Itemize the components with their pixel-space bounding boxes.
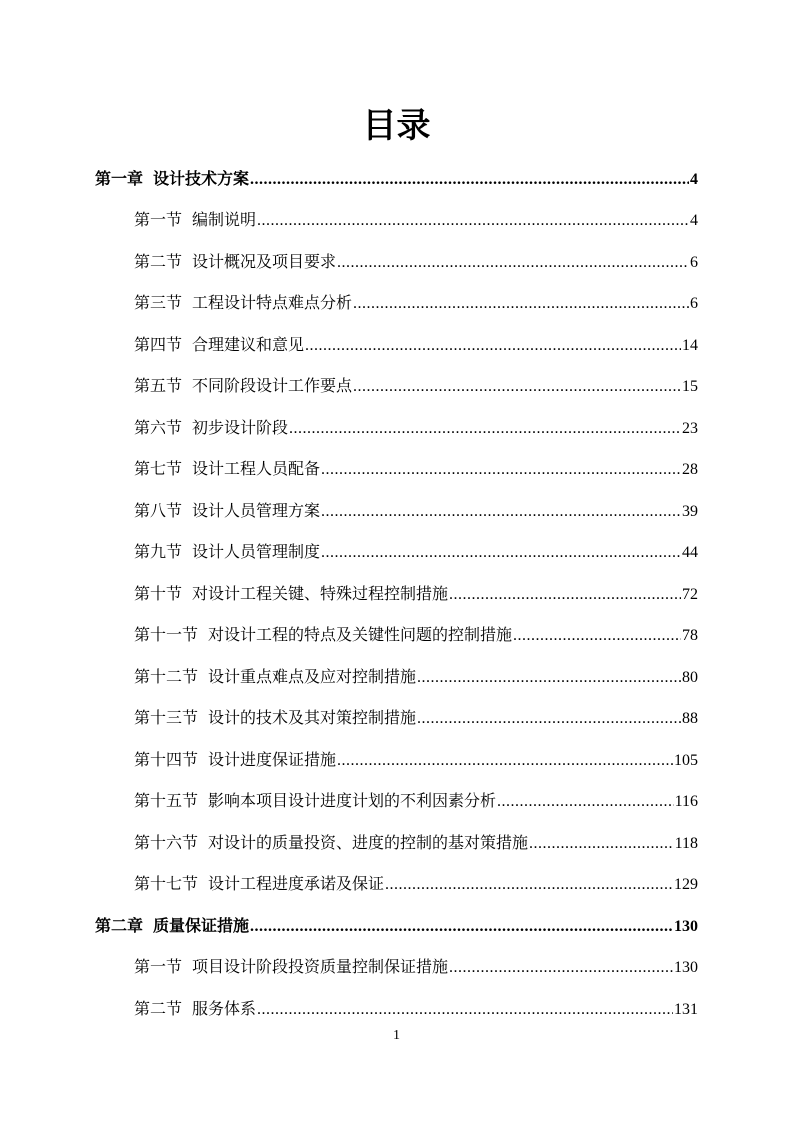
toc-entry-chapter[interactable] [95,913,698,939]
toc-entry-page: 72 [682,586,698,603]
toc-leader-dots [385,872,673,898]
toc-leader-dots [250,914,673,940]
toc-entry-section[interactable] [134,539,698,565]
toc-entry-label: 第十五节 影响本项目设计进度计划的不利因素分析 [134,791,497,810]
toc-entry-section[interactable] [134,705,698,731]
toc-entry-page: 6 [690,254,698,271]
toc-entry-label: 第一节 编制说明 [134,210,257,229]
toc-entry-page: 116 [674,793,698,810]
toc-entry-section[interactable] [134,456,698,482]
toc-entry-section[interactable] [134,373,698,399]
toc-entry-section[interactable] [134,581,698,607]
toc-entry-page: 44 [682,544,698,561]
toc-entry-label: 第四节 合理建议和意见 [134,335,305,354]
toc-entry-section[interactable] [134,830,698,856]
toc-entry-label: 第七节 设计工程人员配备 [134,459,321,478]
toc-leader-dots [250,167,689,193]
toc-entry-page: 129 [674,876,698,893]
toc-leader-dots [417,665,681,691]
toc-entry-page: 39 [682,503,698,520]
toc-entry-label: 第二节 设计概况及项目要求 [134,252,337,271]
toc-entry-chapter[interactable] [95,166,698,192]
toc-entry-label: 第十三节 设计的技术及其对策控制措施 [134,708,417,727]
toc-entry-section[interactable] [134,249,698,275]
toc-entry-label: 第十节 对设计工程关键、特殊过程控制措施 [134,584,449,603]
toc-entry-label: 第九节 设计人员管理制度 [134,542,321,561]
toc-entry-label: 第三节 工程设计特点难点分析 [134,293,353,312]
toc-leader-dots [321,499,681,525]
toc-entry-page: 15 [682,378,698,395]
toc-entry-page: 4 [690,212,698,229]
toc-leader-dots [289,416,681,442]
toc-entry-label: 第六节 初步设计阶段 [134,418,289,437]
toc-entry-label: 第十六节 对设计的质量投资、进度的控制的基对策措施 [134,833,529,852]
toc-entry-page: 14 [682,337,698,354]
toc-entry-label: 第五节 不同阶段设计工作要点 [134,376,353,395]
toc-entry-label: 第二章 质量保证措施 [95,916,250,935]
toc-entry-section[interactable] [134,498,698,524]
toc-entry-section[interactable] [134,954,698,980]
toc-leader-dots [353,291,689,317]
toc-entry-section[interactable] [134,996,698,1022]
toc-entry-page: 78 [682,627,698,644]
toc-entry-page: 80 [682,669,698,686]
toc-entry-page: 130 [674,918,698,935]
toc-leader-dots [449,582,681,608]
toc-entry-label: 第八节 设计人员管理方案 [134,501,321,520]
toc-entry-page: 23 [682,420,698,437]
toc-leader-dots [449,955,673,981]
page-number: 1 [393,1028,400,1043]
toc-entry-page: 28 [682,461,698,478]
toc-entry-label: 第二节 服务体系 [134,999,257,1018]
toc-entry-page: 6 [690,295,698,312]
toc-entry-section[interactable] [134,415,698,441]
toc-leader-dots [353,374,681,400]
toc-entry-label: 第十二节 设计重点难点及应对控制措施 [134,667,417,686]
toc-entry-label: 第一节 项目设计阶段投资质量控制保证措施 [134,957,449,976]
toc-leader-dots [497,789,674,815]
toc-leader-dots [337,250,689,276]
toc-leader-dots [257,208,689,234]
toc-entry-section[interactable] [134,290,698,316]
toc-leader-dots [529,831,674,857]
toc-entry-section[interactable] [134,207,698,233]
toc-leader-dots [305,333,681,359]
toc-entry-page: 131 [674,1001,698,1018]
toc-entry-label: 第一章 设计技术方案 [95,169,250,188]
toc-leader-dots [513,623,681,649]
toc-entry-label: 第十四节 设计进度保证措施 [134,750,337,769]
toc-entry-section[interactable] [134,664,698,690]
toc-entry-section[interactable] [134,622,698,648]
toc-leader-dots [417,706,681,732]
toc-entry-section[interactable] [134,747,698,773]
toc-entry-label: 第十一节 对设计工程的特点及关键性问题的控制措施 [134,625,513,644]
toc-leader-dots [321,457,681,483]
toc-entry-label: 第十七节 设计工程进度承诺及保证 [134,874,385,893]
toc-leader-dots [337,748,673,774]
toc-entry-section[interactable] [134,332,698,358]
toc-entry-page: 105 [674,752,698,769]
toc-entry-section[interactable] [134,788,698,814]
toc-leader-dots [257,997,673,1023]
toc-entry-page: 130 [674,959,698,976]
toc-entry-page: 4 [690,171,698,188]
toc-leader-dots [321,540,681,566]
toc-entry-page: 88 [682,710,698,727]
toc-entry-page: 118 [674,835,698,852]
toc-entry-section[interactable] [134,871,698,897]
page-title: 目录 [362,106,431,146]
